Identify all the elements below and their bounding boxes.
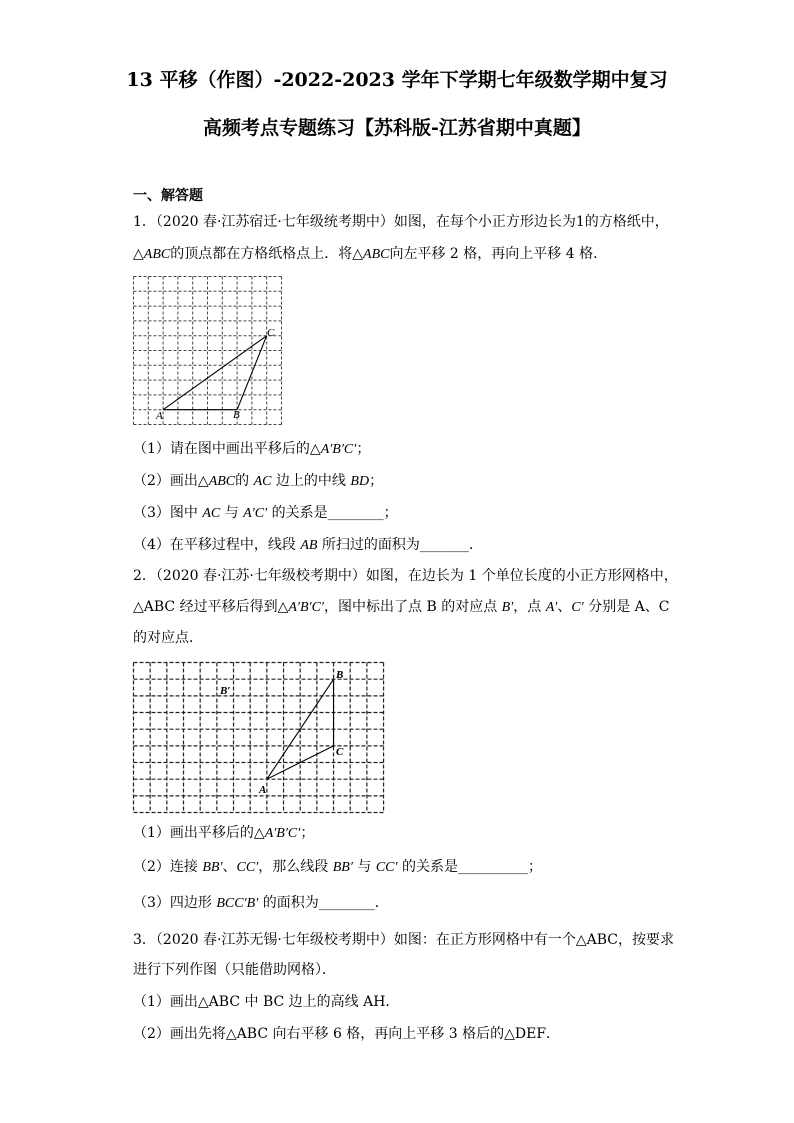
q2-part-2 [133,857,542,878]
text-run: 向左平移 2 格，再向上平移 4 格． [389,246,608,262]
text-run: 、 [222,859,237,875]
text-run: 与 [352,859,376,875]
grid-lines [134,277,282,425]
math-symbol: BB′ [332,860,353,875]
text-run: △ABC 经过平移后得到△ [133,599,289,615]
text-run: 的面积为________． [258,895,389,911]
text-run: ，图中标出了点 B 的对应点 [324,599,502,615]
text-run: 的顶点都在方格纸格点上．将△ [170,246,364,262]
text-run: 3．（2020 春·江苏无锡·七年级校考期中）如图：在正方形网格中有一个△ABC，按要求 [133,932,675,948]
math-symbol: CC′ [236,860,259,875]
q2-stem-line-2 [133,597,669,618]
text-run: 所扫过的面积为_______． [317,537,483,553]
math-symbol: AB [300,538,318,553]
q3-part-1 [133,992,399,1012]
text-run: 的关系是________； [267,505,398,521]
text-run: 进行下列作图（只能借助网格）． [133,962,336,978]
math-symbol: A′B′C′ [288,600,324,615]
text-run: △ [133,246,144,262]
q1-part-4 [133,535,483,556]
q2-stem-line-3 [133,628,203,648]
q3-part-2 [133,1024,560,1044]
math-symbol: A′ [545,600,558,615]
q2-vertex-label-c: C [336,746,344,758]
text-run: （4）在平移过程中，线段 [133,537,301,553]
q1-stem-line-2 [133,244,607,265]
q1-part-1 [133,439,370,460]
text-run: ； [369,473,384,489]
text-run: ，点 [513,599,546,615]
text-run: （3）图中 [133,505,203,521]
math-symbol: AC [202,506,221,521]
q1-stem-line-1 [133,212,669,232]
page-title-line-1: 13 平移（作图）-2022-2023 学年下学期七年级数学期中复习 [126,69,668,91]
text-run: 2．（2020 春·江苏·七年级校考期中）如图，在边长为 1 个单位长度的小正方形网格中， [133,568,678,584]
text-run: 的对应点． [133,630,203,646]
q1-grid-figure [133,276,283,426]
text-run: 1．（2020 春·江苏宿迁·七年级统考期中）如图，在每个小正方形边长为1的方格纸中， [133,214,669,230]
q1-part-2 [133,471,383,492]
q1-part-3 [133,503,398,524]
q2-part-1 [133,823,314,844]
q1-vertex-label-a: A [156,410,163,422]
math-symbol: A′C′ [243,506,268,521]
math-symbol: ABC [143,247,171,262]
q2-part-3 [133,893,389,914]
triangle-side-ca [163,336,267,410]
text-run: 的 [235,473,254,489]
q1-vertex-label-c: C [267,327,275,339]
math-symbol: AC [253,474,272,489]
text-run: 的关系是__________； [397,859,543,875]
math-symbol: ABC [208,474,236,489]
math-symbol: ABC [363,247,390,262]
text-run: （2）画出先将△ABC 向右平移 6 格，再向上平移 3 格后的△DEF． [133,1026,561,1042]
text-run: （3）四边形 [133,895,217,911]
q2-vertex-label-b: B [336,669,344,681]
q3-stem-line-1 [133,930,674,950]
q1-vertex-label-b: B [233,409,240,421]
text-run: 边上的中线 [271,473,351,489]
math-symbol: C′ [571,600,584,615]
q2-vertex-label-b-prime: B′ [220,685,231,697]
text-run: ； [356,441,371,457]
text-run: （1）画出平移后的△ [133,825,265,841]
q2-stem-line-1 [133,566,678,586]
q2-vertex-label-a: A [259,784,267,796]
math-symbol: B′ [501,600,514,615]
text-run: （1）请在图中画出平移后的△ [133,441,321,457]
text-run: 分别是 A、C [583,599,670,615]
text-run: ； [300,825,315,841]
text-run: ，那么线段 [258,859,333,875]
text-run: （2）连接 [133,859,203,875]
text-run: 、 [557,599,572,615]
math-symbol: CC′ [375,860,398,875]
text-run: （2）画出△ [133,473,209,489]
q2-grid-figure [133,662,385,814]
page-title-line-2: 高频考点专题练习【苏科版-江苏省期中真题】 [203,117,591,139]
math-symbol: A′B′C′ [320,442,357,457]
text-run: 与 [220,505,244,521]
q3-stem-line-2 [133,960,336,980]
math-symbol: BCC′B′ [216,896,259,911]
math-symbol: BD [350,474,370,489]
math-symbol: BB′ [202,860,223,875]
text-run: （1）画出△ABC 中 BC 边上的高线 AH． [133,994,400,1010]
math-symbol: A′B′C′ [264,826,301,841]
section-heading: 一、解答题 [133,188,203,204]
